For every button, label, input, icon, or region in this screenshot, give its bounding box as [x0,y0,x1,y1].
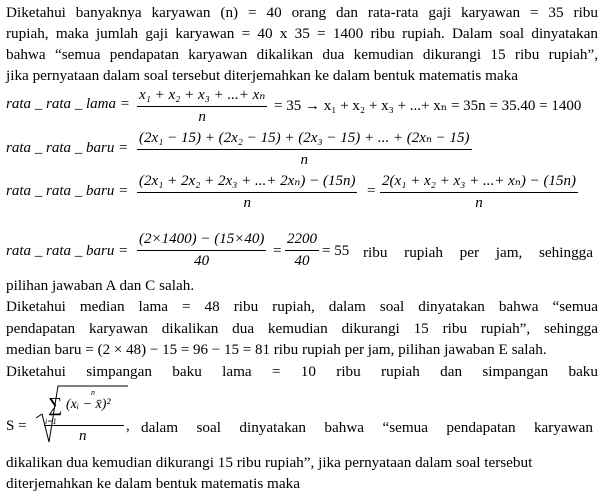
equation-4-numerator-2: 2200 [287,231,317,247]
equation-1-lhs: rata _ rata _ lama = [6,96,130,112]
paragraph-line: rupiah, maka jumlah gaji karyawan = 40 x 35 = 1400 ribu rupiah. Dalam soal dinyatakan [6,25,598,42]
equation-3-lhs: rata _ rata _ baru = [6,183,129,199]
equation-2-lhs: rata _ rata _ baru = [6,140,129,156]
equation-3-numerator-1: (2x₁ + 2x₂ + 2x₃ + ...+ 2xₙ) − (15n) [139,173,356,189]
comma: , [126,418,130,434]
equation-4-numerator-1: (2×1400) − (15×40) [139,231,265,247]
sum-upper-limit: n [91,388,95,397]
equation-3-denominator-1: n [243,195,251,211]
paragraph-line: dalam soal dinyatakan bahwa “semua pendapatan karyawan [141,419,593,436]
paragraph-line: ribu rupiah per jam, sehingga [363,244,593,261]
equation-3-fraction-2 [380,171,578,212]
paragraph-line: diterjemahkan ke dalam bentuk matematis maka [6,475,300,492]
equation-5-lhs: S = [6,418,27,434]
equation-4-fraction-2 [285,231,319,270]
equation-3-numerator-2: 2(x₁ + x₂ + x₃ + ...+ xₙ) − (15n) [382,173,576,189]
equation-3-fraction-1 [137,171,357,212]
paragraph-line: Diketahui banyaknya karyawan (n) = 40 orang dan rata-rata gaji karyawan = 35 ribu [6,4,598,21]
paragraph-line: pendapatan karyawan dikalikan dua kemudian dikurangi 15 ribu rupiah”, sehingga [6,320,598,337]
median-equation: (2 × 48) − 15 = 96 − 15 = 81 [97,342,270,358]
paragraph-line: jika pernyataan dalam soal tersebut diterjemahkan ke dalam bentuk matematis maka [6,67,518,84]
paragraph-line: Diketahui median lama = 48 ribu rupiah, dalam soal dinyatakan bahwa “semua [6,298,598,315]
equation-1-numerator: x₁ + x₂ + x₃ + ...+ xₙ [139,87,266,103]
paragraph-line: pilihan jawaban A dan C salah. [6,277,195,294]
paragraph-line [6,341,547,359]
sum-symbol: ∑ [48,394,63,416]
sum-term: (xᵢ − x̄)² [66,397,111,412]
equation-3-denominator-2: n [475,195,483,211]
equation-1-rhs: = 35 → x₁ + x₂ + x₃ + ...+ xₙ = 35n = 35.40 = 1400 [274,98,582,114]
equation-2-numerator: (2x₁ − 15) + (2x₂ − 15) + (2x₃ − 15) + ... + (2xₙ − 15) [139,130,470,146]
equation-2-fraction [137,128,472,169]
equals-sign: = [273,243,282,259]
equation-4-fraction-1 [137,231,266,270]
equation-1-denominator: n [198,109,206,125]
equals-sign: = [367,183,376,199]
equation-2-denominator: n [300,152,309,168]
paragraph-line: dikalikan dua kemudian dikurangi 15 ribu rupiah”, jika pernyataan dalam soal tersebut [6,454,533,471]
median-text: ribu rupiah per jam, pilihan jawaban E salah. [273,341,547,358]
equation-4-denominator-1: 40 [194,253,210,269]
equation-4-lhs: rata _ rata _ baru = [6,243,129,259]
paragraph-line: Diketahui simpangan baku lama = 10 ribu rupiah dan simpangan baku [6,363,598,380]
paragraph-line: bahwa “semua pendapatan karyawan dikalikan dua kemudian dikurangi 15 ribu rupiah”, [6,46,598,63]
equation-1-fraction [137,85,267,126]
fraction-bar [44,425,124,426]
sum-lower-limit: i=1 [45,417,57,426]
equation-4-denominator-2: 40 [294,253,310,269]
median-label: median baru = [6,341,94,358]
equation-5-denominator: n [79,428,87,444]
equation-4-result: = 55 [322,243,350,259]
